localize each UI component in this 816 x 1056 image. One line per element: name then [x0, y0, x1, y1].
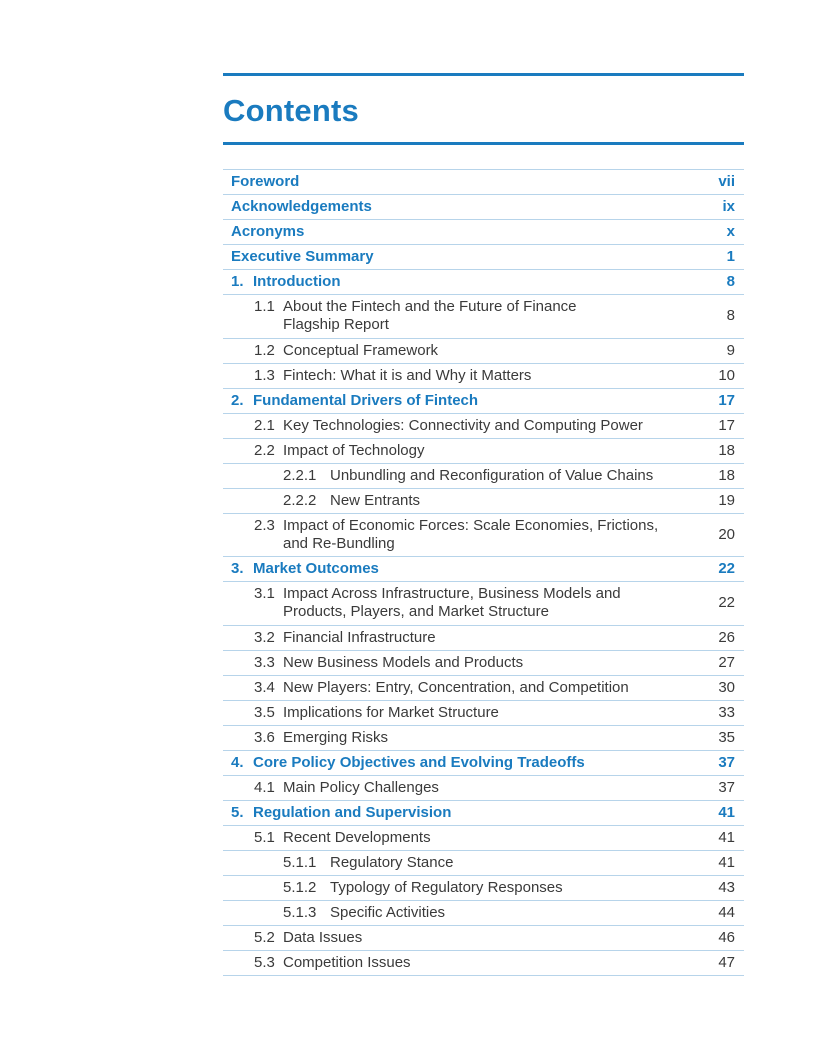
toc-entry-number: 1.	[231, 273, 244, 290]
toc-entry-number: 1.3	[254, 366, 275, 384]
toc-entry-page-number: 43	[718, 878, 735, 896]
toc-entry-page-number: 46	[718, 928, 735, 946]
toc-entry-page-number: 18	[718, 466, 735, 484]
toc-entry-label	[223, 851, 675, 875]
toc-entry-title: Acronyms	[231, 223, 305, 240]
toc-entry-title: Emerging Risks	[283, 728, 389, 746]
toc-entry-label	[223, 489, 675, 513]
toc-entry-page-number: 19	[718, 491, 735, 509]
toc-entry-title: Financial Infrastructure	[283, 628, 436, 646]
toc-entry-title: Implications for Market Structure	[283, 703, 499, 721]
toc-entry-label	[223, 582, 675, 624]
toc-entry[interactable]	[223, 220, 744, 245]
toc-entry-title: Recent Developments	[283, 828, 431, 846]
toc-entry[interactable]	[223, 245, 744, 270]
toc-entry-page-number: 17	[718, 416, 735, 434]
toc-entry[interactable]	[223, 926, 744, 951]
toc-entry-title: Impact Across Infrastructure, Business Models and Products, Players, and Market Structure	[283, 585, 621, 621]
toc-entry-page-number: x	[726, 223, 735, 240]
toc-entry-number: 2.3	[254, 516, 275, 534]
toc-entry-number: 3.	[231, 560, 244, 577]
toc-entry-title: New Players: Entry, Concentration, and Competition	[283, 678, 629, 696]
toc-entry-page-number: 41	[718, 803, 735, 821]
toc-entry[interactable]	[223, 901, 744, 926]
toc-entry[interactable]	[223, 776, 744, 801]
toc-entry-title: Conceptual Framework	[283, 341, 439, 359]
toc-entry-page-number: 41	[718, 828, 735, 846]
toc-entry-label	[223, 339, 675, 363]
toc-entry[interactable]	[223, 170, 744, 195]
toc-entry[interactable]	[223, 701, 744, 726]
toc-entry[interactable]	[223, 364, 744, 389]
toc-entry-page-number: 10	[718, 366, 735, 384]
toc-entry[interactable]	[223, 489, 744, 514]
toc-entry-title: About the Fintech and the Future of Finance Flagship Report	[283, 298, 577, 334]
table-of-contents	[223, 169, 744, 976]
toc-entry[interactable]	[223, 439, 744, 464]
toc-entry-label	[223, 801, 675, 825]
toc-entry-number: 4.1	[254, 778, 275, 796]
toc-entry-page-number: 41	[718, 853, 735, 871]
page-title: Contents	[223, 93, 359, 128]
toc-entry-label	[223, 826, 675, 850]
toc-entry-page-number: 22	[718, 594, 735, 612]
toc-entry[interactable]	[223, 826, 744, 851]
toc-entry[interactable]	[223, 851, 744, 876]
toc-entry[interactable]	[223, 876, 744, 901]
toc-entry-label	[223, 901, 675, 925]
toc-entry-page-number: 8	[726, 273, 735, 290]
toc-entry-label	[223, 464, 675, 488]
toc-entry-title: Impact of Technology	[283, 441, 425, 459]
toc-entry-number: 5.3	[254, 953, 275, 971]
toc-entry-number: 5.1	[254, 828, 275, 846]
toc-entry[interactable]	[223, 195, 744, 220]
toc-entry-page-number: 35	[718, 728, 735, 746]
toc-entry-page-number: 8	[726, 307, 735, 325]
toc-entry-label	[223, 751, 675, 775]
toc-entry[interactable]	[223, 582, 744, 626]
toc-entry[interactable]	[223, 414, 744, 439]
toc-entry-title: New Entrants	[330, 491, 421, 509]
toc-entry[interactable]	[223, 801, 744, 826]
toc-entry-label	[223, 414, 675, 438]
toc-entry-label	[223, 364, 675, 388]
toc-entry[interactable]	[223, 751, 744, 776]
toc-entry[interactable]	[223, 951, 744, 976]
toc-entry[interactable]	[223, 626, 744, 651]
toc-entry-label	[223, 676, 675, 700]
toc-entry-title: Core Policy Objectives and Evolving Tradeoffs	[253, 753, 585, 771]
toc-entry-number: 5.1.1	[283, 853, 317, 871]
toc-entry-number: 5.1.2	[283, 878, 317, 896]
toc-entry-label	[223, 295, 675, 337]
toc-entry-page-number: 17	[718, 391, 735, 409]
toc-entry-number: 3.1	[254, 585, 275, 603]
toc-entry[interactable]	[223, 726, 744, 751]
toc-entry-number: 2.2	[254, 441, 275, 459]
toc-entry-title: Competition Issues	[283, 953, 411, 971]
toc-entry-page-number: 44	[718, 903, 735, 921]
toc-entry-label	[223, 439, 675, 463]
toc-entry-number: 1.1	[254, 298, 275, 316]
toc-entry-number: 4.	[231, 753, 244, 771]
toc-entry-page-number: 22	[718, 560, 735, 577]
toc-entry-label	[223, 951, 675, 975]
toc-entry[interactable]	[223, 270, 744, 295]
toc-entry-label	[223, 389, 675, 413]
title-underline	[223, 142, 744, 145]
toc-entry-label	[223, 245, 675, 269]
toc-entry-title: Unbundling and Reconfiguration of Value Chains	[330, 466, 654, 484]
toc-entry-number: 1.2	[254, 341, 275, 359]
toc-entry-number: 2.	[231, 391, 244, 409]
toc-entry-number: 2.2.1	[283, 466, 317, 484]
toc-entry-page-number: 1	[726, 248, 735, 265]
toc-entry-label	[223, 876, 675, 900]
toc-entry-label	[223, 626, 675, 650]
toc-entry-number: 3.6	[254, 728, 275, 746]
toc-entry-title: Regulation and Supervision	[253, 803, 452, 821]
toc-entry-page-number: ix	[722, 198, 735, 215]
toc-entry-label	[223, 726, 675, 750]
toc-entry-label	[223, 514, 675, 556]
toc-entry-title: Introduction	[253, 273, 341, 290]
toc-entry-page-number: 47	[718, 953, 735, 971]
contents-page	[223, 73, 744, 976]
toc-entry-title: Data Issues	[283, 928, 363, 946]
toc-entry-label	[223, 170, 675, 194]
toc-entry-number: 2.2.2	[283, 491, 317, 509]
toc-entry-title: Acknowledgements	[231, 198, 372, 215]
toc-entry-title: Regulatory Stance	[330, 853, 454, 871]
toc-entry-title: New Business Models and Products	[283, 653, 524, 671]
toc-entry-page-number: 27	[718, 653, 735, 671]
toc-entry-label	[223, 557, 675, 581]
toc-entry-number: 3.2	[254, 628, 275, 646]
toc-entry-title: Typology of Regulatory Responses	[330, 878, 563, 896]
toc-entry[interactable]	[223, 339, 744, 364]
toc-entry[interactable]	[223, 651, 744, 676]
toc-entry[interactable]	[223, 514, 744, 558]
toc-entry-title: Executive Summary	[231, 248, 374, 265]
toc-entry-page-number: 37	[718, 778, 735, 796]
toc-entry-title: Key Technologies: Connectivity and Computing Power	[283, 416, 643, 434]
toc-entry-number: 2.1	[254, 416, 275, 434]
toc-entry-label	[223, 220, 675, 244]
toc-entry-title: Foreword	[231, 173, 300, 190]
toc-entry-title: Fintech: What it is and Why it Matters	[283, 366, 532, 384]
toc-entry-page-number: 30	[718, 678, 735, 696]
toc-entry-number: 3.5	[254, 703, 275, 721]
toc-entry-title: Main Policy Challenges	[283, 778, 439, 796]
top-rule	[223, 73, 744, 76]
toc-entry[interactable]	[223, 557, 744, 582]
toc-entry-number: 5.	[231, 803, 244, 821]
toc-entry-number: 5.1.3	[283, 903, 317, 921]
toc-entry-title: Impact of Economic Forces: Scale Economies, Frictions, and Re-Bundling	[283, 516, 659, 552]
toc-entry-label	[223, 701, 675, 725]
toc-entry-title: Market Outcomes	[253, 560, 379, 577]
toc-entry-page-number: 20	[718, 525, 735, 543]
toc-entry-label	[223, 195, 675, 219]
toc-entry-page-number: 26	[718, 628, 735, 646]
toc-entry-page-number: 33	[718, 703, 735, 721]
toc-entry-number: 3.3	[254, 653, 275, 671]
toc-entry-label	[223, 270, 675, 294]
toc-entry[interactable]	[223, 295, 744, 339]
toc-entry-label	[223, 651, 675, 675]
toc-entry-number: 5.2	[254, 928, 275, 946]
toc-entry-page-number: vii	[718, 173, 735, 190]
toc-entry-page-number: 37	[718, 753, 735, 771]
toc-entry-label	[223, 926, 675, 950]
toc-entry[interactable]	[223, 676, 744, 701]
toc-entry-page-number: 9	[726, 341, 735, 359]
toc-entry-label	[223, 776, 675, 800]
toc-entry[interactable]	[223, 464, 744, 489]
toc-entry-title: Specific Activities	[330, 903, 446, 921]
toc-entry-number: 3.4	[254, 678, 275, 696]
toc-entry-title: Fundamental Drivers of Fintech	[253, 391, 479, 409]
toc-entry[interactable]	[223, 389, 744, 414]
toc-entry-page-number: 18	[718, 441, 735, 459]
